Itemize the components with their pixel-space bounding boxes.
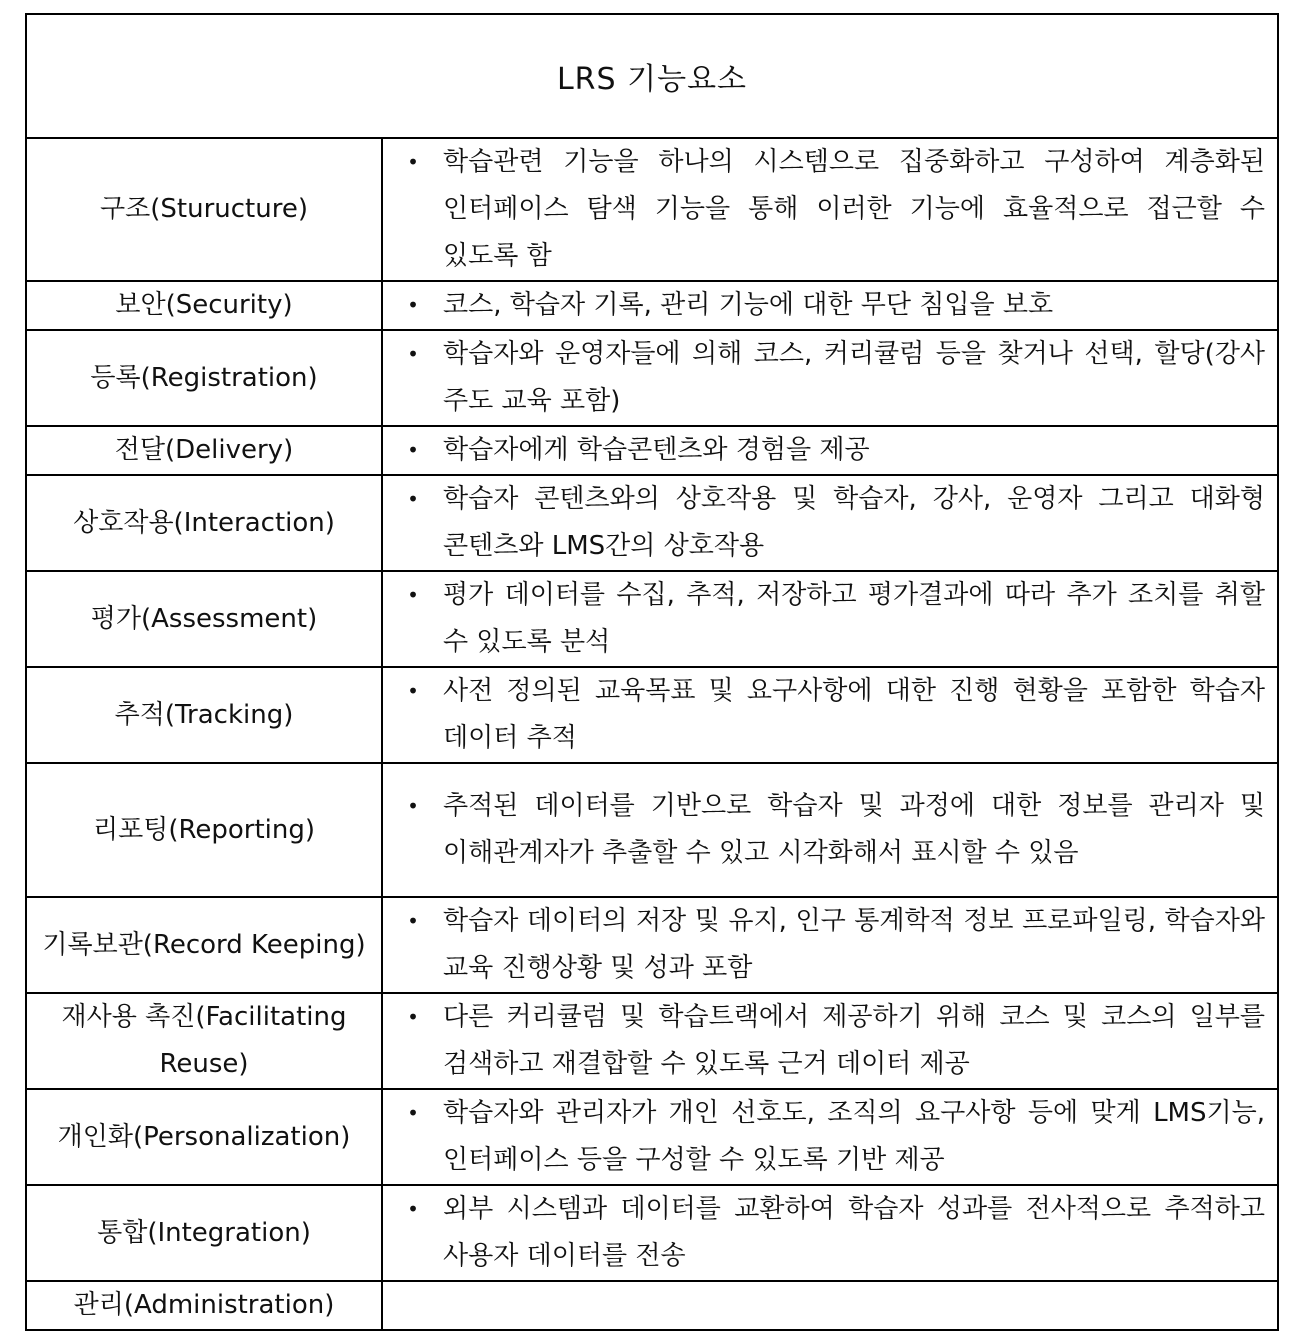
row-label: 기록보관(Record Keeping): [26, 897, 382, 993]
table-row: [26, 1281, 1278, 1330]
row-description-empty: [382, 1281, 1278, 1330]
bullet-icon: •: [407, 1101, 419, 1125]
table-row: [26, 1089, 1278, 1185]
row-label: 추적(Tracking): [26, 667, 382, 763]
bullet-icon: •: [407, 293, 419, 317]
row-label: 관리(Administration): [26, 1281, 382, 1330]
row-description-text: 외부 시스템과 데이터를 교환하여 학습자 성과를 전사적으로 추적하고 사용자 데이터를 전송: [443, 1194, 1265, 1271]
table-row: [26, 330, 1278, 426]
row-label: 전달(Delivery): [26, 426, 382, 475]
bullet-icon: •: [407, 583, 419, 607]
row-description: [382, 1089, 1278, 1185]
row-label: 개인화(Personalization): [26, 1089, 382, 1185]
row-description: [382, 993, 1278, 1089]
row-description: [382, 138, 1278, 281]
row-description: [382, 281, 1278, 330]
row-description-text: 학습자와 관리자가 개인 선호도, 조직의 요구사항 등에 맞게 LMS기능, 인터페이스 등을 구성할 수 있도록 기반 제공: [443, 1098, 1265, 1175]
bullet-icon: •: [407, 438, 419, 462]
row-description-text: 학습자와 운영자들에 의해 코스, 커리큘럼 등을 찾거나 선택, 할당(강사 주도 교육 포함): [443, 339, 1265, 416]
row-description-text: 추적된 데이터를 기반으로 학습자 및 과정에 대한 정보를 관리자 및 이해관계자가 추출할 수 있고 시각화해서 표시할 수 있음: [443, 791, 1265, 868]
table-row: [26, 138, 1278, 281]
row-description: [382, 763, 1278, 897]
row-description-text: 코스, 학습자 기록, 관리 기능에 대한 무단 침입을 보호: [443, 290, 1054, 320]
row-description-text: 학습자에게 학습콘텐츠와 경험을 제공: [443, 435, 870, 465]
row-description: [382, 475, 1278, 571]
row-description: [382, 667, 1278, 763]
bullet-icon: •: [407, 794, 419, 818]
table-title: LRS 기능요소: [26, 14, 1278, 138]
row-description: [382, 330, 1278, 426]
table-row: [26, 763, 1278, 897]
row-description-text: 평가 데이터를 수집, 추적, 저장하고 평가결과에 따라 추가 조치를 취할 수 있도록 분석: [443, 580, 1265, 657]
table-title-row: [26, 14, 1278, 138]
row-label: 구조(Sturucture): [26, 138, 382, 281]
table-row: [26, 667, 1278, 763]
bullet-icon: •: [407, 150, 419, 174]
table-row: [26, 897, 1278, 993]
row-description: [382, 426, 1278, 475]
table-row: [26, 1185, 1278, 1281]
row-label: 보안(Security): [26, 281, 382, 330]
row-label: 평가(Assessment): [26, 571, 382, 667]
row-description: [382, 897, 1278, 993]
row-description-text: 학습자 데이터의 저장 및 유지, 인구 통계학적 정보 프로파일링, 학습자와 교육 진행상황 및 성과 포함: [443, 906, 1265, 983]
lrs-function-table: [25, 13, 1279, 1331]
row-label: 등록(Registration): [26, 330, 382, 426]
row-label: 재사용 촉진(Facilitating Reuse): [26, 993, 382, 1089]
row-description-text: 학습관련 기능을 하나의 시스템으로 집중화하고 구성하여 계층화된 인터페이스 탐색 기능을 통해 이러한 기능에 효율적으로 접근할 수 있도록 함: [443, 147, 1265, 271]
row-label: 통합(Integration): [26, 1185, 382, 1281]
bullet-icon: •: [407, 342, 419, 366]
table-row: [26, 571, 1278, 667]
bullet-icon: •: [407, 1197, 419, 1221]
table-row: [26, 426, 1278, 475]
table-row: [26, 993, 1278, 1089]
row-label: 리포팅(Reporting): [26, 763, 382, 897]
row-description-text: 학습자 콘텐츠와의 상호작용 및 학습자, 강사, 운영자 그리고 대화형 콘텐츠와 LMS간의 상호작용: [443, 484, 1265, 561]
bullet-icon: •: [407, 679, 419, 703]
table-row: [26, 281, 1278, 330]
bullet-icon: •: [407, 1005, 419, 1029]
row-description: [382, 1185, 1278, 1281]
table-row: [26, 475, 1278, 571]
bullet-icon: •: [407, 909, 419, 933]
row-description: [382, 571, 1278, 667]
row-label: 상호작용(Interaction): [26, 475, 382, 571]
bullet-icon: •: [407, 487, 419, 511]
row-description-text: 다른 커리큘럼 및 학습트랙에서 제공하기 위해 코스 및 코스의 일부를 검색하고 재결합할 수 있도록 근거 데이터 제공: [443, 1002, 1265, 1079]
row-description-text: 사전 정의된 교육목표 및 요구사항에 대한 진행 현황을 포함한 학습자 데이터 추적: [443, 676, 1265, 753]
